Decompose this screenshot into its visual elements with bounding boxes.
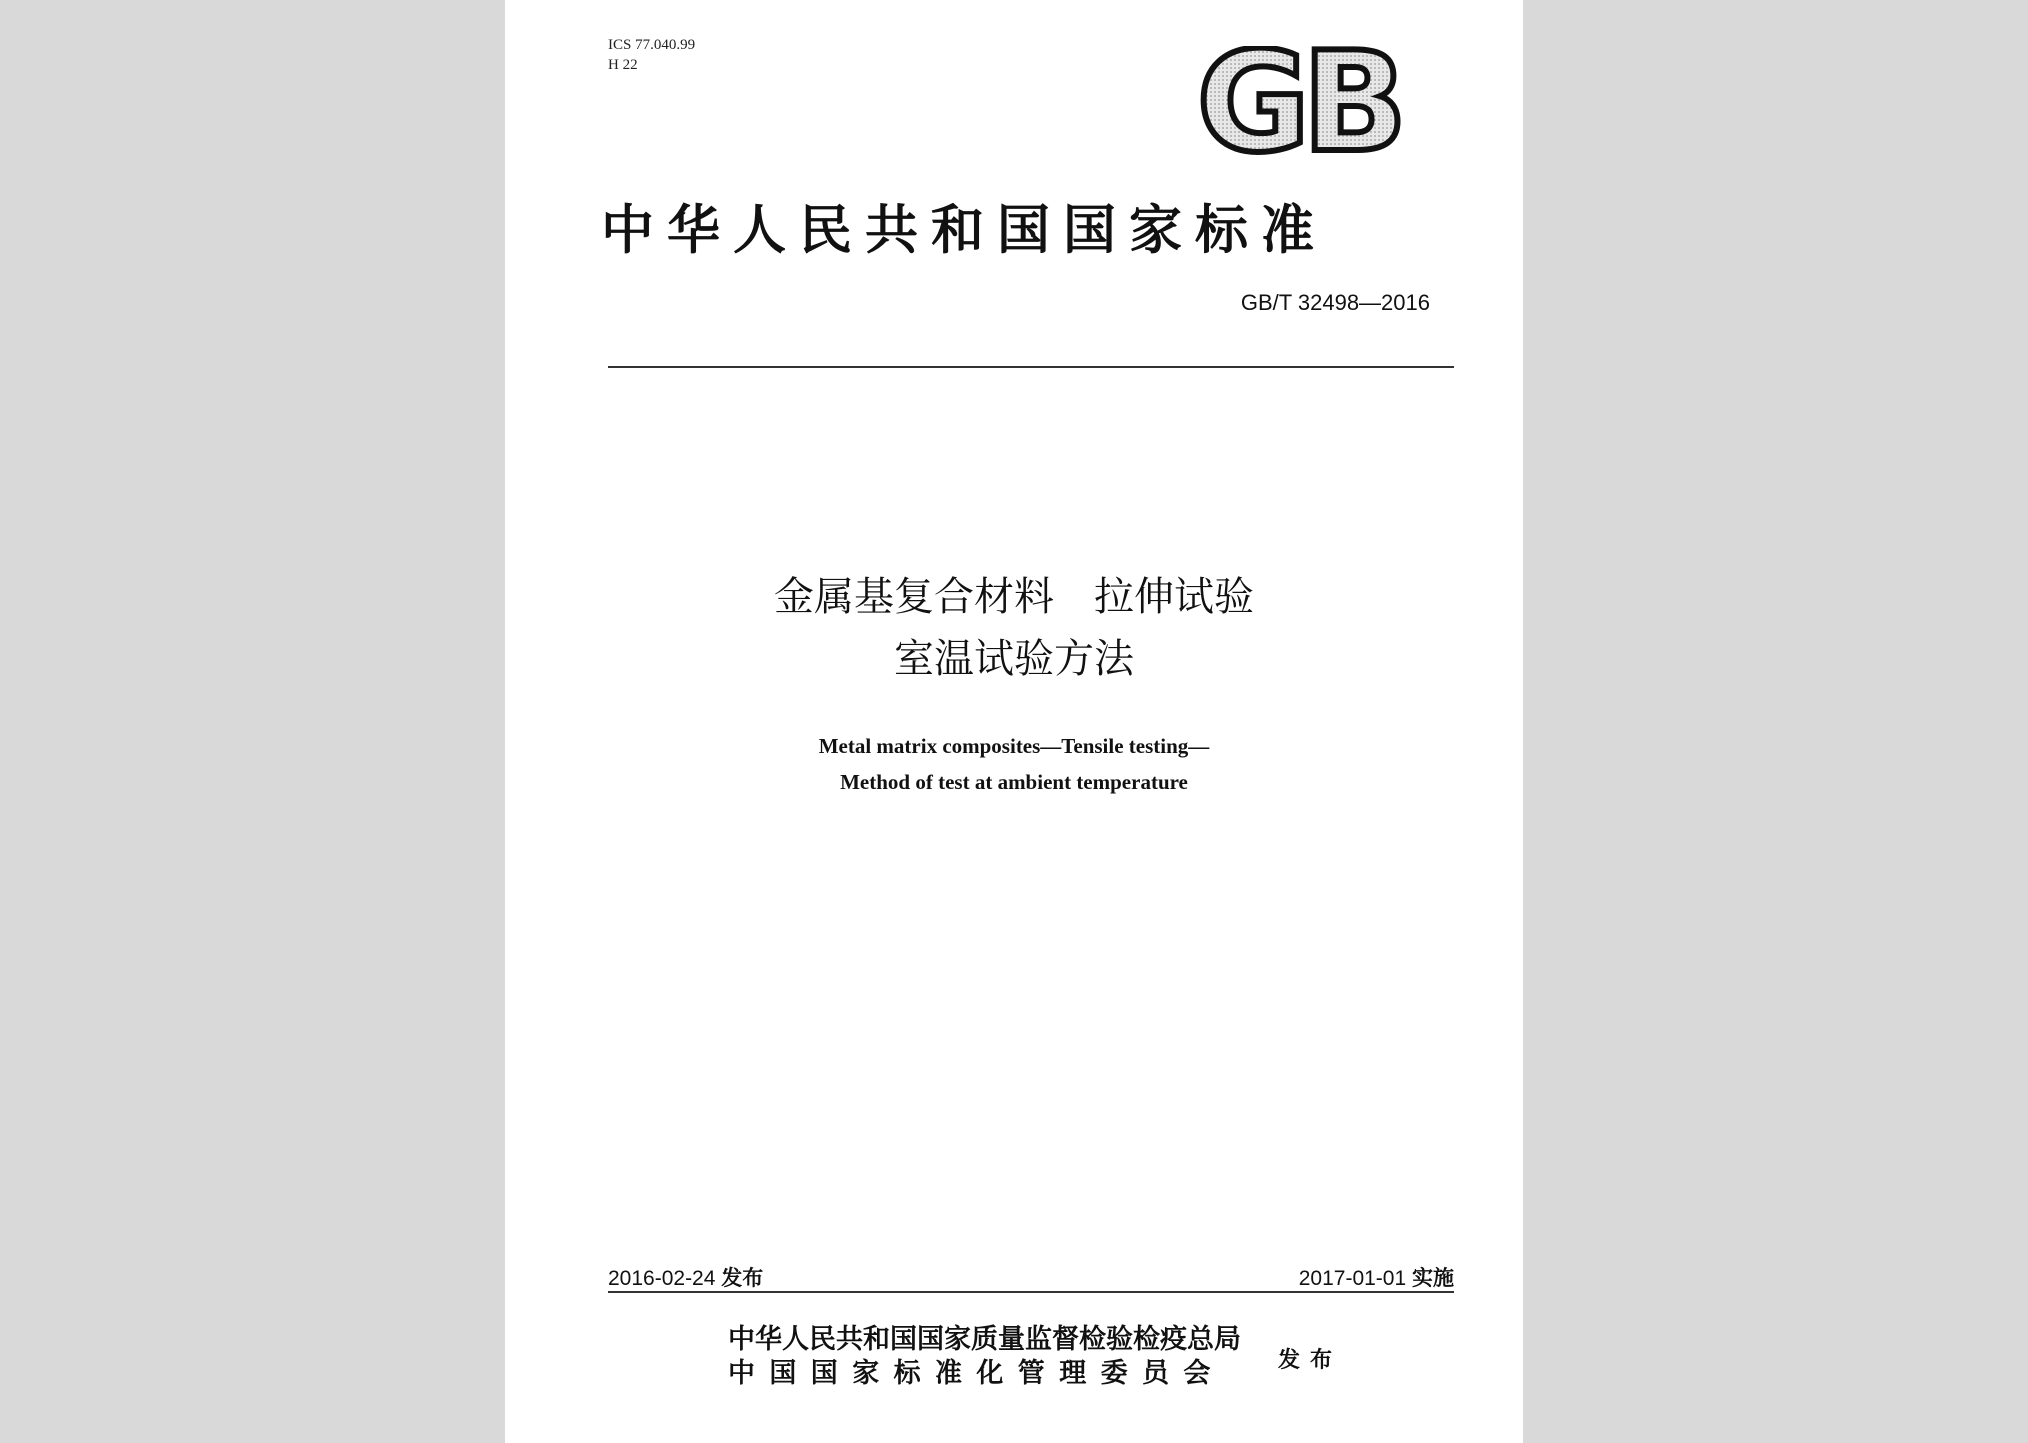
national-standard-title: 中华人民共和国国家标准 <box>601 200 1327 261</box>
issue-date <box>608 1262 763 1292</box>
implementation-date <box>1299 1262 1454 1292</box>
publisher-aqsiq: 中华人民共和国国家质量监督检验检疫总局 <box>728 1324 1241 1355</box>
svg-text:GB: GB <box>1196 46 1400 158</box>
standard-number: GB/T 32498—2016 <box>1240 290 1430 315</box>
classification-codes <box>608 35 695 75</box>
implementation-date-label: 实施 <box>1412 1266 1454 1290</box>
publishing-authorities <box>728 1323 1241 1391</box>
ics-code: ICS 77.040.99 <box>608 37 696 53</box>
issue-date-value: 2016-02-24 <box>608 1267 716 1290</box>
issue-date-label: 发布 <box>721 1266 764 1290</box>
publisher-sac: 中国国家标准化管理委员会 <box>728 1358 1225 1389</box>
chinese-title <box>505 566 1523 690</box>
ccs-code: H 22 <box>608 57 638 73</box>
chinese-title-line-2: 室温试验方法 <box>894 636 1134 682</box>
header-divider <box>608 366 1454 368</box>
publish-label: 发布 <box>1278 1348 1343 1373</box>
implementation-date-value: 2017-01-01 <box>1298 1267 1407 1290</box>
chinese-title-line-1: 金属基复合材料 拉伸试验 <box>774 574 1254 620</box>
document-page <box>505 0 1523 1443</box>
footer-divider <box>608 1291 1454 1293</box>
gb-logo <box>1193 46 1403 158</box>
english-title-line-1: Metal matrix composites—Tensile testing— <box>818 734 1210 758</box>
english-title-line-2: Method of test at ambient temperature <box>840 770 1188 794</box>
english-title <box>505 728 1523 800</box>
